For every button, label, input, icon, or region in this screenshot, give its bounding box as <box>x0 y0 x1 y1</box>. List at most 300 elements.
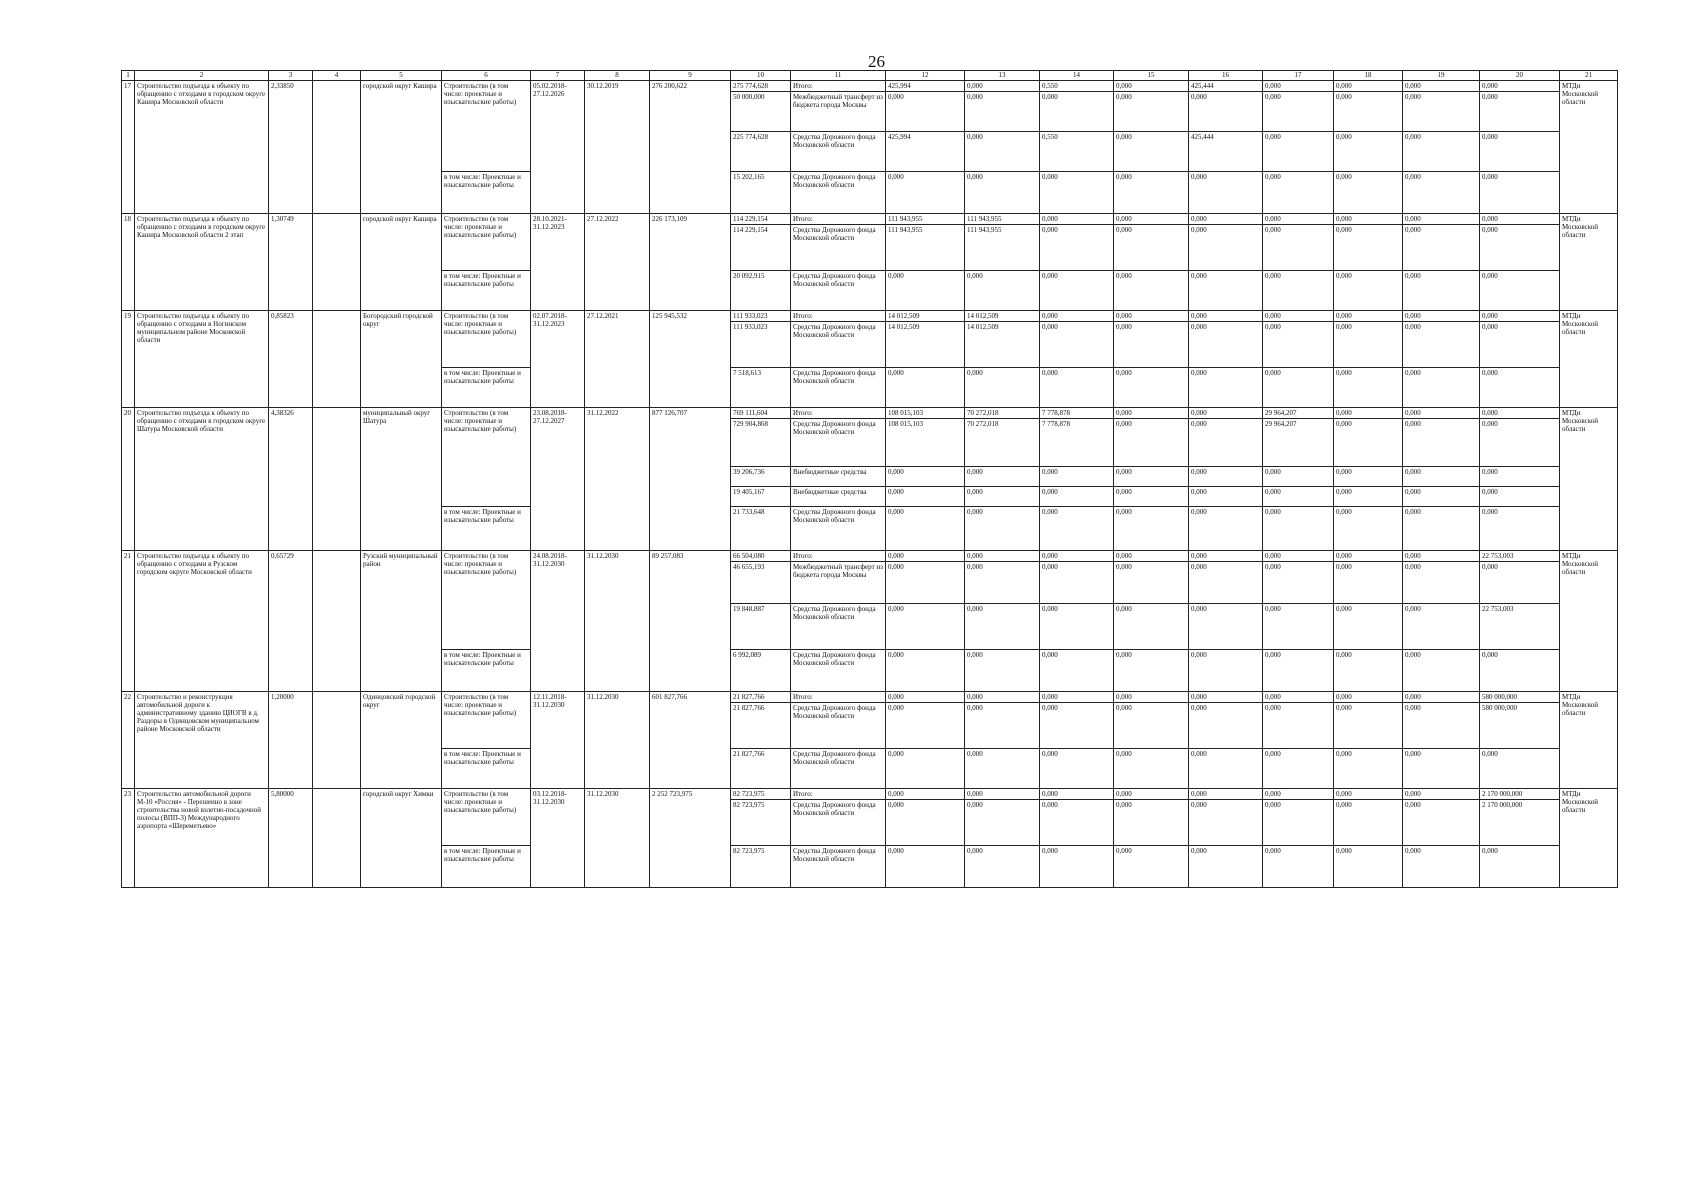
row-value: 0,000 <box>1040 692 1114 703</box>
object-col4 <box>313 311 361 408</box>
object-cost: 276 200,622 <box>650 81 731 214</box>
row-value: 0,000 <box>1114 604 1189 650</box>
object-number: 20 <box>122 408 135 551</box>
row-value: 0,000 <box>1403 846 1480 888</box>
row-value: 0,000 <box>1189 789 1263 800</box>
row-value: 0,000 <box>1189 650 1263 692</box>
row-value: 0,000 <box>1189 311 1263 322</box>
row-amount: 50 000,000 <box>731 92 791 132</box>
row-value: 0,000 <box>1263 800 1334 846</box>
row-value: 0,000 <box>1040 551 1114 562</box>
row-value: 0,000 <box>1263 467 1334 487</box>
object-total-row <box>122 81 1618 92</box>
row-value: 0,000 <box>1189 322 1263 368</box>
object-responsible: МТДи Московской области <box>1560 81 1618 214</box>
row-value: 0,000 <box>1189 749 1263 789</box>
row-source: Внебюджетные средства <box>791 487 886 507</box>
row-value: 0,000 <box>886 92 965 132</box>
row-value: 0,000 <box>1263 214 1334 225</box>
column-header: 1 <box>122 71 135 81</box>
row-value: 0,000 <box>1403 311 1480 322</box>
object-work-type-sub: в том числе: Проектные и изыскательские работы <box>442 271 531 311</box>
row-value: 0,000 <box>1040 487 1114 507</box>
row-value: 0,000 <box>1189 419 1263 467</box>
object-municipality: городской округ Химки <box>361 789 442 888</box>
column-header: 14 <box>1040 71 1114 81</box>
row-value: 0,000 <box>886 562 965 604</box>
row-value: 22 753,003 <box>1480 604 1560 650</box>
row-value: 14 012,509 <box>965 311 1040 322</box>
row-value: 0,000 <box>1040 749 1114 789</box>
object-name: Строительство подъезда к объекту по обращению с отходами в городском округе Шатура Московской области <box>135 408 269 551</box>
row-value: 0,550 <box>1040 81 1114 92</box>
row-value: 0,000 <box>1403 132 1480 172</box>
row-value: 0,000 <box>965 604 1040 650</box>
row-value: 0,000 <box>1263 92 1334 132</box>
header-row <box>122 71 1618 81</box>
row-value: 0,000 <box>886 650 965 692</box>
object-length: 5,80000 <box>269 789 313 888</box>
row-amount: 729 904,868 <box>731 419 791 467</box>
column-header: 12 <box>886 71 965 81</box>
row-value: 0,000 <box>1114 322 1189 368</box>
row-value: 0,000 <box>1480 650 1560 692</box>
column-header: 8 <box>585 71 650 81</box>
row-value: 0,000 <box>1403 225 1480 271</box>
row-value: 108 015,103 <box>886 419 965 467</box>
row-value: 0,000 <box>1263 132 1334 172</box>
row-value: 0,000 <box>1263 81 1334 92</box>
row-amount: 19 405,167 <box>731 487 791 507</box>
row-value: 0,000 <box>1480 172 1560 214</box>
row-value: 0,000 <box>1040 604 1114 650</box>
row-value: 0,000 <box>1403 507 1480 551</box>
row-value: 0,000 <box>1263 703 1334 749</box>
row-value: 0,000 <box>1114 487 1189 507</box>
object-name: Строительство и реконструкция автомобильной дороги к административному зданию ЦИОГВ в д. Раздоры в Одинцовском муниципальном районе Московской области <box>135 692 269 789</box>
object-responsible: МТДи Московской области <box>1560 551 1618 692</box>
row-value: 0,000 <box>965 703 1040 749</box>
row-source: Средства Дорожного фонда Московской области <box>791 800 886 846</box>
object-work-type-sub: в том числе: Проектные и изыскательские работы <box>442 507 531 551</box>
row-source: Внебюджетные средства <box>791 467 886 487</box>
row-value: 0,000 <box>1403 408 1480 419</box>
row-value: 0,000 <box>1403 650 1480 692</box>
object-deadline: 27.12.2022 <box>585 214 650 311</box>
object-col4 <box>313 789 361 888</box>
object-length: 1,30749 <box>269 214 313 311</box>
row-amount: 114 229,154 <box>731 214 791 225</box>
row-value: 0,000 <box>886 271 965 311</box>
object-period: 28.10.2021-31.12.2023 <box>531 214 585 311</box>
object-number: 19 <box>122 311 135 408</box>
row-value: 0,000 <box>1334 172 1403 214</box>
object-length: 4,38326 <box>269 408 313 551</box>
row-value: 0,000 <box>886 789 965 800</box>
row-value: 0,000 <box>1040 172 1114 214</box>
row-value: 0,000 <box>1334 467 1403 487</box>
row-value: 0,000 <box>886 467 965 487</box>
column-header: 3 <box>269 71 313 81</box>
row-value: 0,000 <box>1480 562 1560 604</box>
row-value: 0,000 <box>1263 650 1334 692</box>
row-value: 0,000 <box>1403 467 1480 487</box>
row-value: 0,000 <box>886 551 965 562</box>
row-source: Средства Дорожного фонда Московской области <box>791 225 886 271</box>
object-work-type: Строительство (в том числе: проектные и изыскательские работы) <box>442 789 531 846</box>
row-source: Средства Дорожного фонда Московской области <box>791 419 886 467</box>
row-amount: 111 933,023 <box>731 311 791 322</box>
row-source: Средства Дорожного фонда Московской области <box>791 271 886 311</box>
row-value: 0,000 <box>1334 271 1403 311</box>
column-header: 6 <box>442 71 531 81</box>
row-value: 0,000 <box>1334 368 1403 408</box>
row-value: 14 012,509 <box>886 311 965 322</box>
object-length: 2,33850 <box>269 81 313 214</box>
row-value: 0,000 <box>1334 132 1403 172</box>
object-name: Строительство подъезда к объекту по обращению с отходами в городском округе Кашира Московской области 2 этап <box>135 214 269 311</box>
row-value: 0,000 <box>1189 562 1263 604</box>
object-deadline: 31.12.2022 <box>585 408 650 551</box>
object-responsible: МТДи Московской области <box>1560 692 1618 789</box>
row-value: 0,000 <box>886 749 965 789</box>
row-value: 0,000 <box>1040 703 1114 749</box>
row-amount: 114 229,154 <box>731 225 791 271</box>
object-municipality: муниципальный округ Шатура <box>361 408 442 551</box>
row-amount: 21 827,766 <box>731 692 791 703</box>
row-amount: 82 723,975 <box>731 846 791 888</box>
row-value: 0,000 <box>1334 81 1403 92</box>
row-value: 0,000 <box>1403 800 1480 846</box>
row-source: Средства Дорожного фонда Московской области <box>791 604 886 650</box>
row-source: Средства Дорожного фонда Московской области <box>791 507 886 551</box>
row-value: 0,000 <box>886 368 965 408</box>
row-value: 0,000 <box>965 81 1040 92</box>
row-value: 0,000 <box>1263 225 1334 271</box>
row-value: 0,000 <box>1114 789 1189 800</box>
row-amount: 21 733,648 <box>731 507 791 551</box>
row-value: 0,000 <box>1114 311 1189 322</box>
row-value: 0,000 <box>1114 172 1189 214</box>
object-municipality: городской округ Кашира <box>361 81 442 214</box>
row-value: 70 272,018 <box>965 408 1040 419</box>
row-value: 0,000 <box>1480 487 1560 507</box>
row-value: 0,000 <box>1114 408 1189 419</box>
row-value: 0,000 <box>1334 408 1403 419</box>
object-col4 <box>313 692 361 789</box>
row-value: 0,000 <box>1403 551 1480 562</box>
object-name: Строительство подъезда к объекту по обращению с отходами в городском округе Кашира Московской области <box>135 81 269 214</box>
object-total-row <box>122 311 1618 322</box>
row-value: 0,000 <box>1334 419 1403 467</box>
row-source: Итого: <box>791 692 886 703</box>
row-value: 0,000 <box>965 650 1040 692</box>
row-value: 0,000 <box>1189 92 1263 132</box>
row-value: 0,000 <box>1189 551 1263 562</box>
row-value: 0,000 <box>1403 703 1480 749</box>
row-value: 0,000 <box>1040 562 1114 604</box>
column-header: 20 <box>1480 71 1560 81</box>
row-amount: 275 774,628 <box>731 81 791 92</box>
row-value: 0,550 <box>1040 132 1114 172</box>
column-header: 13 <box>965 71 1040 81</box>
object-municipality: городской округ Кашира <box>361 214 442 311</box>
row-value: 0,000 <box>1263 322 1334 368</box>
row-value: 29 964,207 <box>1263 419 1334 467</box>
object-name: Строительство подъезда к объекту по обращению с отходами в Рузском городском округе Московской области <box>135 551 269 692</box>
row-value: 0,000 <box>965 692 1040 703</box>
row-value: 2 170 000,000 <box>1480 789 1560 800</box>
object-name: Строительство автомобильной дороги М-10 «Россия» - Перешеино в зоне строительства новой взлетно-посадочной полосы (ВПП-3) Международного аэропорта «Шереметьево» <box>135 789 269 888</box>
object-work-type: Строительство (в том числе: проектные и изыскательские работы) <box>442 214 531 271</box>
row-value: 0,000 <box>1040 846 1114 888</box>
object-total-row <box>122 408 1618 419</box>
row-value: 0,000 <box>1480 749 1560 789</box>
row-value: 0,000 <box>1263 507 1334 551</box>
row-value: 0,000 <box>965 551 1040 562</box>
row-source: Межбюджетный трансферт из бюджета города Москвы <box>791 562 886 604</box>
row-value: 0,000 <box>1040 650 1114 692</box>
row-value: 0,000 <box>965 800 1040 846</box>
row-value: 0,000 <box>1480 271 1560 311</box>
column-header: 5 <box>361 71 442 81</box>
row-value: 0,000 <box>1403 214 1480 225</box>
row-value: 0,000 <box>1403 92 1480 132</box>
row-amount: 15 202,165 <box>731 172 791 214</box>
row-value: 0,000 <box>1480 81 1560 92</box>
row-value: 0,000 <box>1189 487 1263 507</box>
row-value: 0,000 <box>965 92 1040 132</box>
row-value: 0,000 <box>1189 214 1263 225</box>
column-header: 4 <box>313 71 361 81</box>
row-value: 0,000 <box>1334 703 1403 749</box>
column-header: 18 <box>1334 71 1403 81</box>
object-cost: 2 252 723,975 <box>650 789 731 888</box>
object-col4 <box>313 214 361 311</box>
object-responsible: МТДи Московской области <box>1560 311 1618 408</box>
row-value: 14 012,509 <box>886 322 965 368</box>
row-value: 0,000 <box>1334 92 1403 132</box>
object-number: 23 <box>122 789 135 888</box>
row-value: 580 000,000 <box>1480 692 1560 703</box>
object-length: 1,20000 <box>269 692 313 789</box>
row-value: 0,000 <box>1189 507 1263 551</box>
row-value: 0,000 <box>1114 703 1189 749</box>
row-value: 0,000 <box>1263 172 1334 214</box>
row-value: 108 015,103 <box>886 408 965 419</box>
row-value: 425,994 <box>886 81 965 92</box>
row-amount: 7 518,613 <box>731 368 791 408</box>
object-deadline: 27.12.2021 <box>585 311 650 408</box>
row-value: 0,000 <box>1040 507 1114 551</box>
row-value: 0,000 <box>1334 507 1403 551</box>
row-value: 0,000 <box>1403 172 1480 214</box>
row-amount: 21 827,766 <box>731 703 791 749</box>
row-amount: 769 111,604 <box>731 408 791 419</box>
row-value: 0,000 <box>1480 92 1560 132</box>
row-value: 0,000 <box>1480 507 1560 551</box>
row-value: 0,000 <box>1480 368 1560 408</box>
row-value: 0,000 <box>1334 562 1403 604</box>
row-value: 0,000 <box>1263 692 1334 703</box>
row-value: 0,000 <box>1189 703 1263 749</box>
row-value: 0,000 <box>1263 789 1334 800</box>
row-source: Итого: <box>791 789 886 800</box>
row-value: 111 943,955 <box>965 214 1040 225</box>
row-value: 0,000 <box>1114 214 1189 225</box>
object-total-row <box>122 214 1618 225</box>
object-work-type-sub: в том числе: Проектные и изыскательские работы <box>442 749 531 789</box>
row-source: Средства Дорожного фонда Московской области <box>791 703 886 749</box>
row-value: 0,000 <box>1403 419 1480 467</box>
object-total-row <box>122 789 1618 800</box>
row-value: 0,000 <box>1334 800 1403 846</box>
object-work-type: Строительство (в том числе: проектные и изыскательские работы) <box>442 551 531 650</box>
object-cost: 89 257,083 <box>650 551 731 692</box>
row-value: 0,000 <box>1114 650 1189 692</box>
row-value: 0,000 <box>1480 467 1560 487</box>
object-municipality: Рузский муниципальный район <box>361 551 442 692</box>
row-value: 0,000 <box>1480 408 1560 419</box>
row-value: 0,000 <box>1334 311 1403 322</box>
row-value: 0,000 <box>1189 467 1263 487</box>
row-source: Средства Дорожного фонда Московской области <box>791 172 886 214</box>
row-value: 0,000 <box>1040 322 1114 368</box>
object-number: 22 <box>122 692 135 789</box>
row-value: 0,000 <box>1040 311 1114 322</box>
row-value: 0,000 <box>1114 132 1189 172</box>
object-work-type: Строительство (в том числе: проектные и изыскательские работы) <box>442 81 531 172</box>
row-value: 70 272,018 <box>965 419 1040 467</box>
row-value: 0,000 <box>1114 368 1189 408</box>
row-amount: 82 723,975 <box>731 789 791 800</box>
row-source: Средства Дорожного фонда Московской области <box>791 846 886 888</box>
object-deadline: 31.12.2030 <box>585 789 650 888</box>
object-responsible: МТДи Московской области <box>1560 214 1618 311</box>
row-value: 0,000 <box>1040 368 1114 408</box>
object-col4 <box>313 81 361 214</box>
row-value: 0,000 <box>1403 487 1480 507</box>
row-source: Средства Дорожного фонда Московской области <box>791 749 886 789</box>
object-deadline: 30.12.2019 <box>585 81 650 214</box>
row-value: 0,000 <box>965 132 1040 172</box>
object-cost: 601 827,766 <box>650 692 731 789</box>
row-value: 29 964,207 <box>1263 408 1334 419</box>
row-value: 0,000 <box>1114 551 1189 562</box>
row-value: 425,994 <box>886 132 965 172</box>
row-value: 0,000 <box>1334 789 1403 800</box>
row-value: 0,000 <box>1334 487 1403 507</box>
row-value: 0,000 <box>1189 692 1263 703</box>
object-number: 17 <box>122 81 135 214</box>
row-source: Средства Дорожного фонда Московской области <box>791 322 886 368</box>
row-value: 0,000 <box>886 703 965 749</box>
row-value: 0,000 <box>965 562 1040 604</box>
row-value: 0,000 <box>1403 749 1480 789</box>
object-responsible: МТДи Московской области <box>1560 408 1618 551</box>
row-value: 0,000 <box>1189 271 1263 311</box>
row-value: 0,000 <box>1040 800 1114 846</box>
object-work-type: Строительство (в том числе: проектные и изыскательские работы) <box>442 311 531 368</box>
row-source: Итого: <box>791 551 886 562</box>
object-work-type-sub: в том числе: Проектные и изыскательские работы <box>442 172 531 214</box>
row-value: 0,000 <box>1114 749 1189 789</box>
row-value: 111 943,955 <box>886 214 965 225</box>
row-value: 0,000 <box>1040 225 1114 271</box>
row-value: 0,000 <box>1480 419 1560 467</box>
object-cost: 877 126,707 <box>650 408 731 551</box>
row-value: 0,000 <box>886 507 965 551</box>
row-source: Итого: <box>791 408 886 419</box>
row-value: 0,000 <box>1403 692 1480 703</box>
row-value: 0,000 <box>1334 692 1403 703</box>
column-header: 7 <box>531 71 585 81</box>
row-value: 7 778,878 <box>1040 408 1114 419</box>
row-value: 0,000 <box>1334 322 1403 368</box>
row-value: 0,000 <box>1189 368 1263 408</box>
object-period: 02.07.2018-31.12.2023 <box>531 311 585 408</box>
object-number: 18 <box>122 214 135 311</box>
row-value: 7 778,878 <box>1040 419 1114 467</box>
row-source: Средства Дорожного фонда Московской области <box>791 650 886 692</box>
row-value: 0,000 <box>1334 551 1403 562</box>
object-total-row <box>122 551 1618 562</box>
row-value: 0,000 <box>886 604 965 650</box>
row-value: 0,000 <box>1263 604 1334 650</box>
row-value: 0,000 <box>1114 81 1189 92</box>
row-value: 0,000 <box>1403 604 1480 650</box>
column-header: 16 <box>1189 71 1263 81</box>
row-value: 111 943,955 <box>886 225 965 271</box>
row-value: 0,000 <box>1114 467 1189 487</box>
row-value: 0,000 <box>1263 311 1334 322</box>
row-value: 0,000 <box>1263 562 1334 604</box>
object-municipality: Одинцовский городской округ <box>361 692 442 789</box>
row-value: 0,000 <box>1480 311 1560 322</box>
column-header: 11 <box>791 71 886 81</box>
row-value: 425,444 <box>1189 81 1263 92</box>
page-number: 26 <box>868 52 885 71</box>
row-value: 2 170 000,000 <box>1480 800 1560 846</box>
row-value: 0,000 <box>965 487 1040 507</box>
row-value: 0,000 <box>1334 214 1403 225</box>
column-header: 21 <box>1560 71 1618 81</box>
object-name: Строительство подъезда к объекту по обращению с отходами в Ногинском муниципальном районе Московской области <box>135 311 269 408</box>
row-amount: 46 655,193 <box>731 562 791 604</box>
row-value: 0,000 <box>1189 408 1263 419</box>
column-header: 9 <box>650 71 731 81</box>
row-value: 0,000 <box>1334 749 1403 789</box>
object-deadline: 31.12.2030 <box>585 551 650 692</box>
row-value: 0,000 <box>1263 271 1334 311</box>
row-value: 0,000 <box>1334 650 1403 692</box>
row-value: 22 753,003 <box>1480 551 1560 562</box>
row-amount: 21 827,766 <box>731 749 791 789</box>
row-value: 0,000 <box>1403 322 1480 368</box>
row-amount: 82 723,975 <box>731 800 791 846</box>
column-header: 2 <box>135 71 269 81</box>
row-source: Средства Дорожного фонда Московской области <box>791 132 886 172</box>
object-work-type-sub: в том числе: Проектные и изыскательские работы <box>442 846 531 888</box>
object-period: 05.02.2018-27.12.2026 <box>531 81 585 214</box>
column-header: 17 <box>1263 71 1334 81</box>
row-value: 0,000 <box>1114 507 1189 551</box>
row-value: 0,000 <box>965 789 1040 800</box>
column-header: 19 <box>1403 71 1480 81</box>
object-cost: 226 173,109 <box>650 214 731 311</box>
row-value: 0,000 <box>1114 562 1189 604</box>
row-value: 0,000 <box>1334 225 1403 271</box>
